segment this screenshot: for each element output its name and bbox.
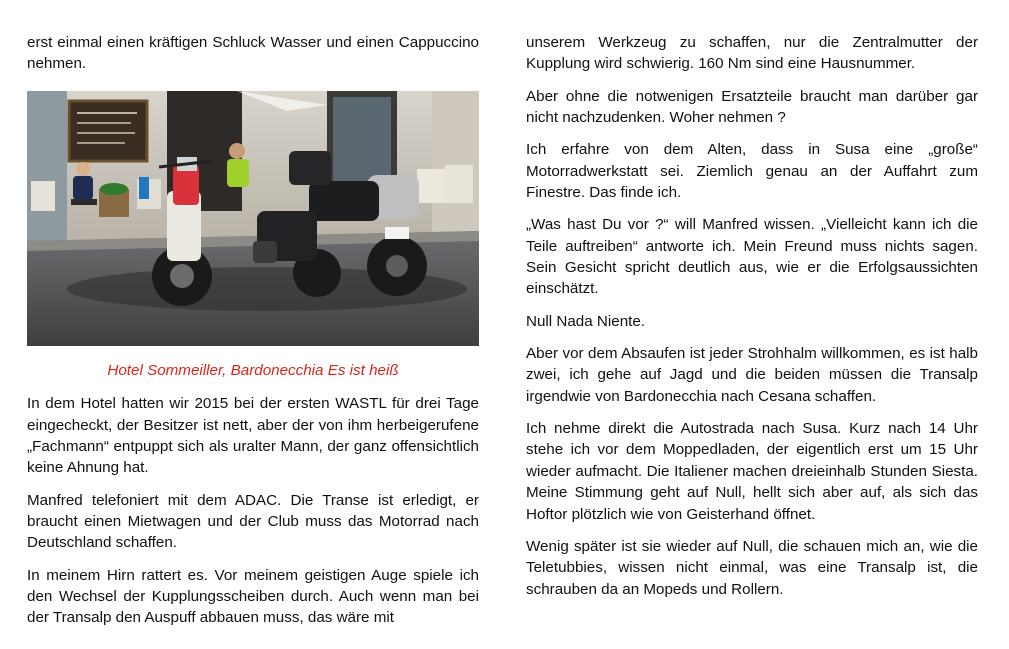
- hotel-motorcycles-photo: [27, 91, 479, 346]
- right-paragraph: Ich erfahre von dem Alten, dass in Susa eine „große“ Motorradwerkstatt sei. Ziemlich genau an der Auffahrt zum Finestre. Das finde ich.: [526, 141, 978, 202]
- left-paragraph: In meinem Hirn rattert es. Vor meinem geistigen Auge spiele ich den Wechsel der Kupplungsscheiben durch. Auch wenn man bei der Transalp den Auspuff abbauen muss, das wäre mit: [27, 566, 479, 627]
- right-paragraph: Aber vor dem Absaufen ist jeder Strohhalm willkommen, es ist halb zwei, ich gehe auf Jagd und die beiden müssen die Transalp irgendwie von Bardonecchia nach Cesana schaffen.: [526, 344, 978, 405]
- left-column: [27, 32, 479, 640]
- right-paragraph: „Was hast Du vor ?“ will Manfred wissen. „Vielleicht kann ich die Teile auftreiben“ antworte ich. Mein Freund muss nichts sagen. Sein Gesicht spricht deutlich aus, wie er die Erfolgsaussichten einschätzt.: [526, 216, 978, 298]
- right-paragraph: Null Nada Niente.: [526, 312, 646, 330]
- left-paragraph: In dem Hotel hatten wir 2015 bei der ersten WASTL für drei Tage eingecheckt, der Besitzer ist nett, aber der von ihm herbeigerufene „Fachmann“ entpuppt sich als uralter Mann, der ganz offensichtlich keine Ahnung hat.: [27, 395, 479, 477]
- right-paragraph: Aber ohne die notwenigen Ersatzteile braucht man darüber gar nicht nachzudenken. Woher nehmen ?: [526, 87, 978, 127]
- right-column: [526, 32, 978, 611]
- right-paragraph: Wenig später ist sie wieder auf Null, die schauen mich an, wie die Teletubbies, wissen nicht einmal, was eine Transalp ist, die schrauben da an Mopeds und Rollern.: [526, 537, 978, 598]
- left-paragraph: Manfred telefoniert mit dem ADAC. Die Transe ist erledigt, er braucht einen Mietwagen und der Club muss das Motorrad nach Deutschland schaffen.: [27, 491, 479, 552]
- intro-paragraph: erst einmal einen kräftigen Schluck Wasser und einen Cappuccino nehmen.: [27, 34, 479, 73]
- photo-caption: Hotel Sommeiller, Bardonecchia Es ist heiß: [107, 361, 399, 379]
- right-paragraph: Ich nehme direkt die Autostrada nach Susa. Kurz nach 14 Uhr stehe ich vor dem Moppedladen, der eigentlich erst um 15 Uhr wieder aufmacht. Die Italiener machen dreieinhalb Stunden Siesta. Meine Stimmung geht auf Null, hellt sich aber auf, als sich das Hoftor plötzlich wie von Geisterhand öffnet.: [526, 419, 978, 523]
- right-paragraph: unserem Werkzeug zu schaffen, nur die Zentralmutter der Kupplung wird schwierig. 160 Nm sind eine Hausnummer.: [526, 34, 978, 73]
- photo-illustration: [27, 91, 479, 346]
